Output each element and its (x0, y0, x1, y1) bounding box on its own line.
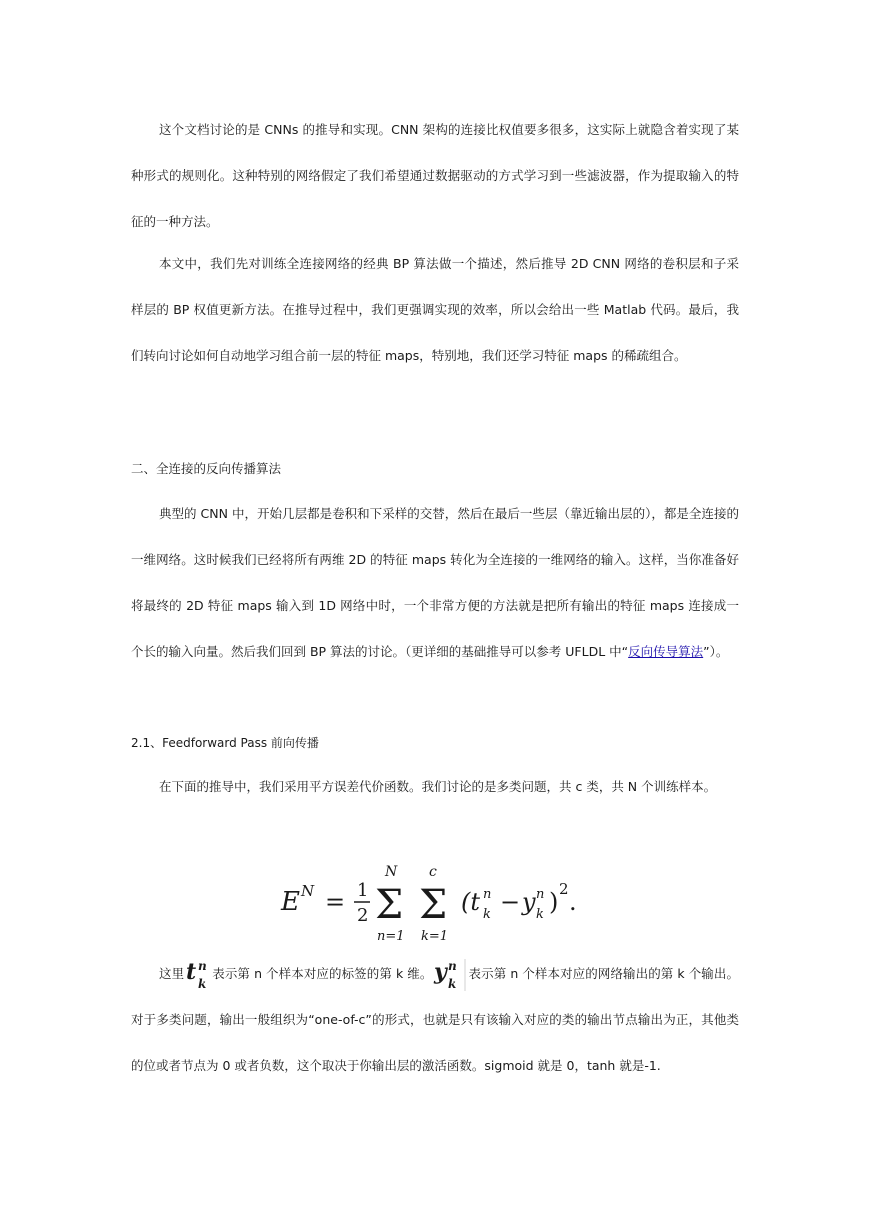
formula-close: ) (549, 888, 559, 916)
formula-y-sub: k (536, 907, 544, 922)
paragraph-overview: 本文中，我们先对训练全连接网络的经典 BP 算法做一个描述，然后推导 2D CNN 网络的卷积层和子采样层的 BP 权值更新方法。在推导过程中，我们更强调实现的效率，所以会给出一些 Matlab 代码。最后，我们转向讨论如何自动地学习组合前一层的特征 maps，特别地，我们还学习特征 maps 的稀疏组合。 (131, 256, 739, 363)
t-nk-inline-math (184, 959, 212, 991)
paragraph-notation (131, 951, 739, 1089)
paragraph-cost-function: 在下面的推导中，我们采用平方误差代价函数。我们讨论的是多类问题，共 c 类，共 N 个训练样本。 (159, 779, 717, 794)
section-heading-2: 二、全连接的反向传播算法 (131, 461, 282, 476)
formula-frac-den: 2 (357, 905, 369, 926)
svg-text:y: y (434, 958, 448, 985)
svg-text:k: k (198, 976, 207, 991)
svg-text:t: t (186, 958, 197, 985)
formula-y-sup: n (536, 887, 545, 902)
notation-text-b: 表示第 n 个样本对应的标签的第 k 维。 (212, 966, 433, 981)
formula-sum1-top: N (385, 864, 398, 880)
formula-body: (t (461, 888, 481, 916)
svg-text:n: n (198, 958, 207, 973)
paragraph-fully-connected (131, 491, 739, 675)
error-formula (277, 858, 597, 948)
paragraph-text-after-link: ”）。 (703, 644, 729, 659)
formula-dot: . (569, 888, 577, 916)
y-nk-inline-math (432, 959, 468, 991)
formula-sum2-bottom: k=1 (421, 929, 449, 944)
notation-text-c: 表示第 n 个样本对应的网络输出的第 k 个输出。对于多类问题，输出一般组织为“one-of-c”的形式，也就是只有该输入对应的类的输出节点输出为正，其他类的位或者节点为 0 或者负数，这个取决于你输出层的激活函数。sigmoid 就是 0，tanh 就是-1. (131, 966, 739, 1073)
backprop-link[interactable]: 反向传导算法 (628, 644, 704, 659)
formula-equals: = (325, 888, 346, 916)
formula-lhs-sup: N (301, 882, 315, 900)
paragraph-intro: 这个文档讨论的是 CNNs 的推导和实现。CNN 架构的连接比权值要多很多，这实际上就隐含着实现了某种形式的规则化。这种特别的网络假定了我们希望通过数据驱动的方式学习到一些滤波器，作为提取输入的特征的一种方法。 (131, 122, 739, 229)
formula-frac-num: 1 (357, 880, 369, 901)
formula-t-sub: k (483, 907, 491, 922)
section-heading-2-1: 2.1、Feedforward Pass 前向传播 (131, 736, 319, 750)
formula-lhs: E (281, 887, 300, 917)
formula-y: y (522, 888, 536, 916)
notation-text-a: 这里 (159, 966, 185, 981)
formula-pow: 2 (559, 880, 569, 898)
formula-sum2-sigma: Σ (419, 882, 448, 928)
formula-sum1-sigma: Σ (375, 882, 404, 928)
paragraph-text-before-link: 典型的 CNN 中，开始几层都是卷积和下采样的交替，然后在最后一些层（靠近输出层的），都是全连接的一维网络。这时候我们已经将所有两维 2D 的特征 maps 转化为全连接的一维网络的输入。这样，当你准备好将最终的 2D 特征 maps 输入到 1D 网络中时，一个非常方便的方法就是把所有输出的特征 maps 连接成一个长的输入向量。然后我们回到 BP 算法的讨论。（更详细的基础推导可以参考 UFLDL 中“ (131, 506, 739, 659)
formula-minus: − (500, 888, 521, 916)
formula-sum2-top: c (429, 864, 437, 880)
formula-t-sup: n (483, 887, 492, 902)
svg-text:n: n (448, 958, 458, 973)
formula-sum1-bottom: n=1 (377, 929, 405, 944)
svg-text:k: k (448, 976, 457, 991)
